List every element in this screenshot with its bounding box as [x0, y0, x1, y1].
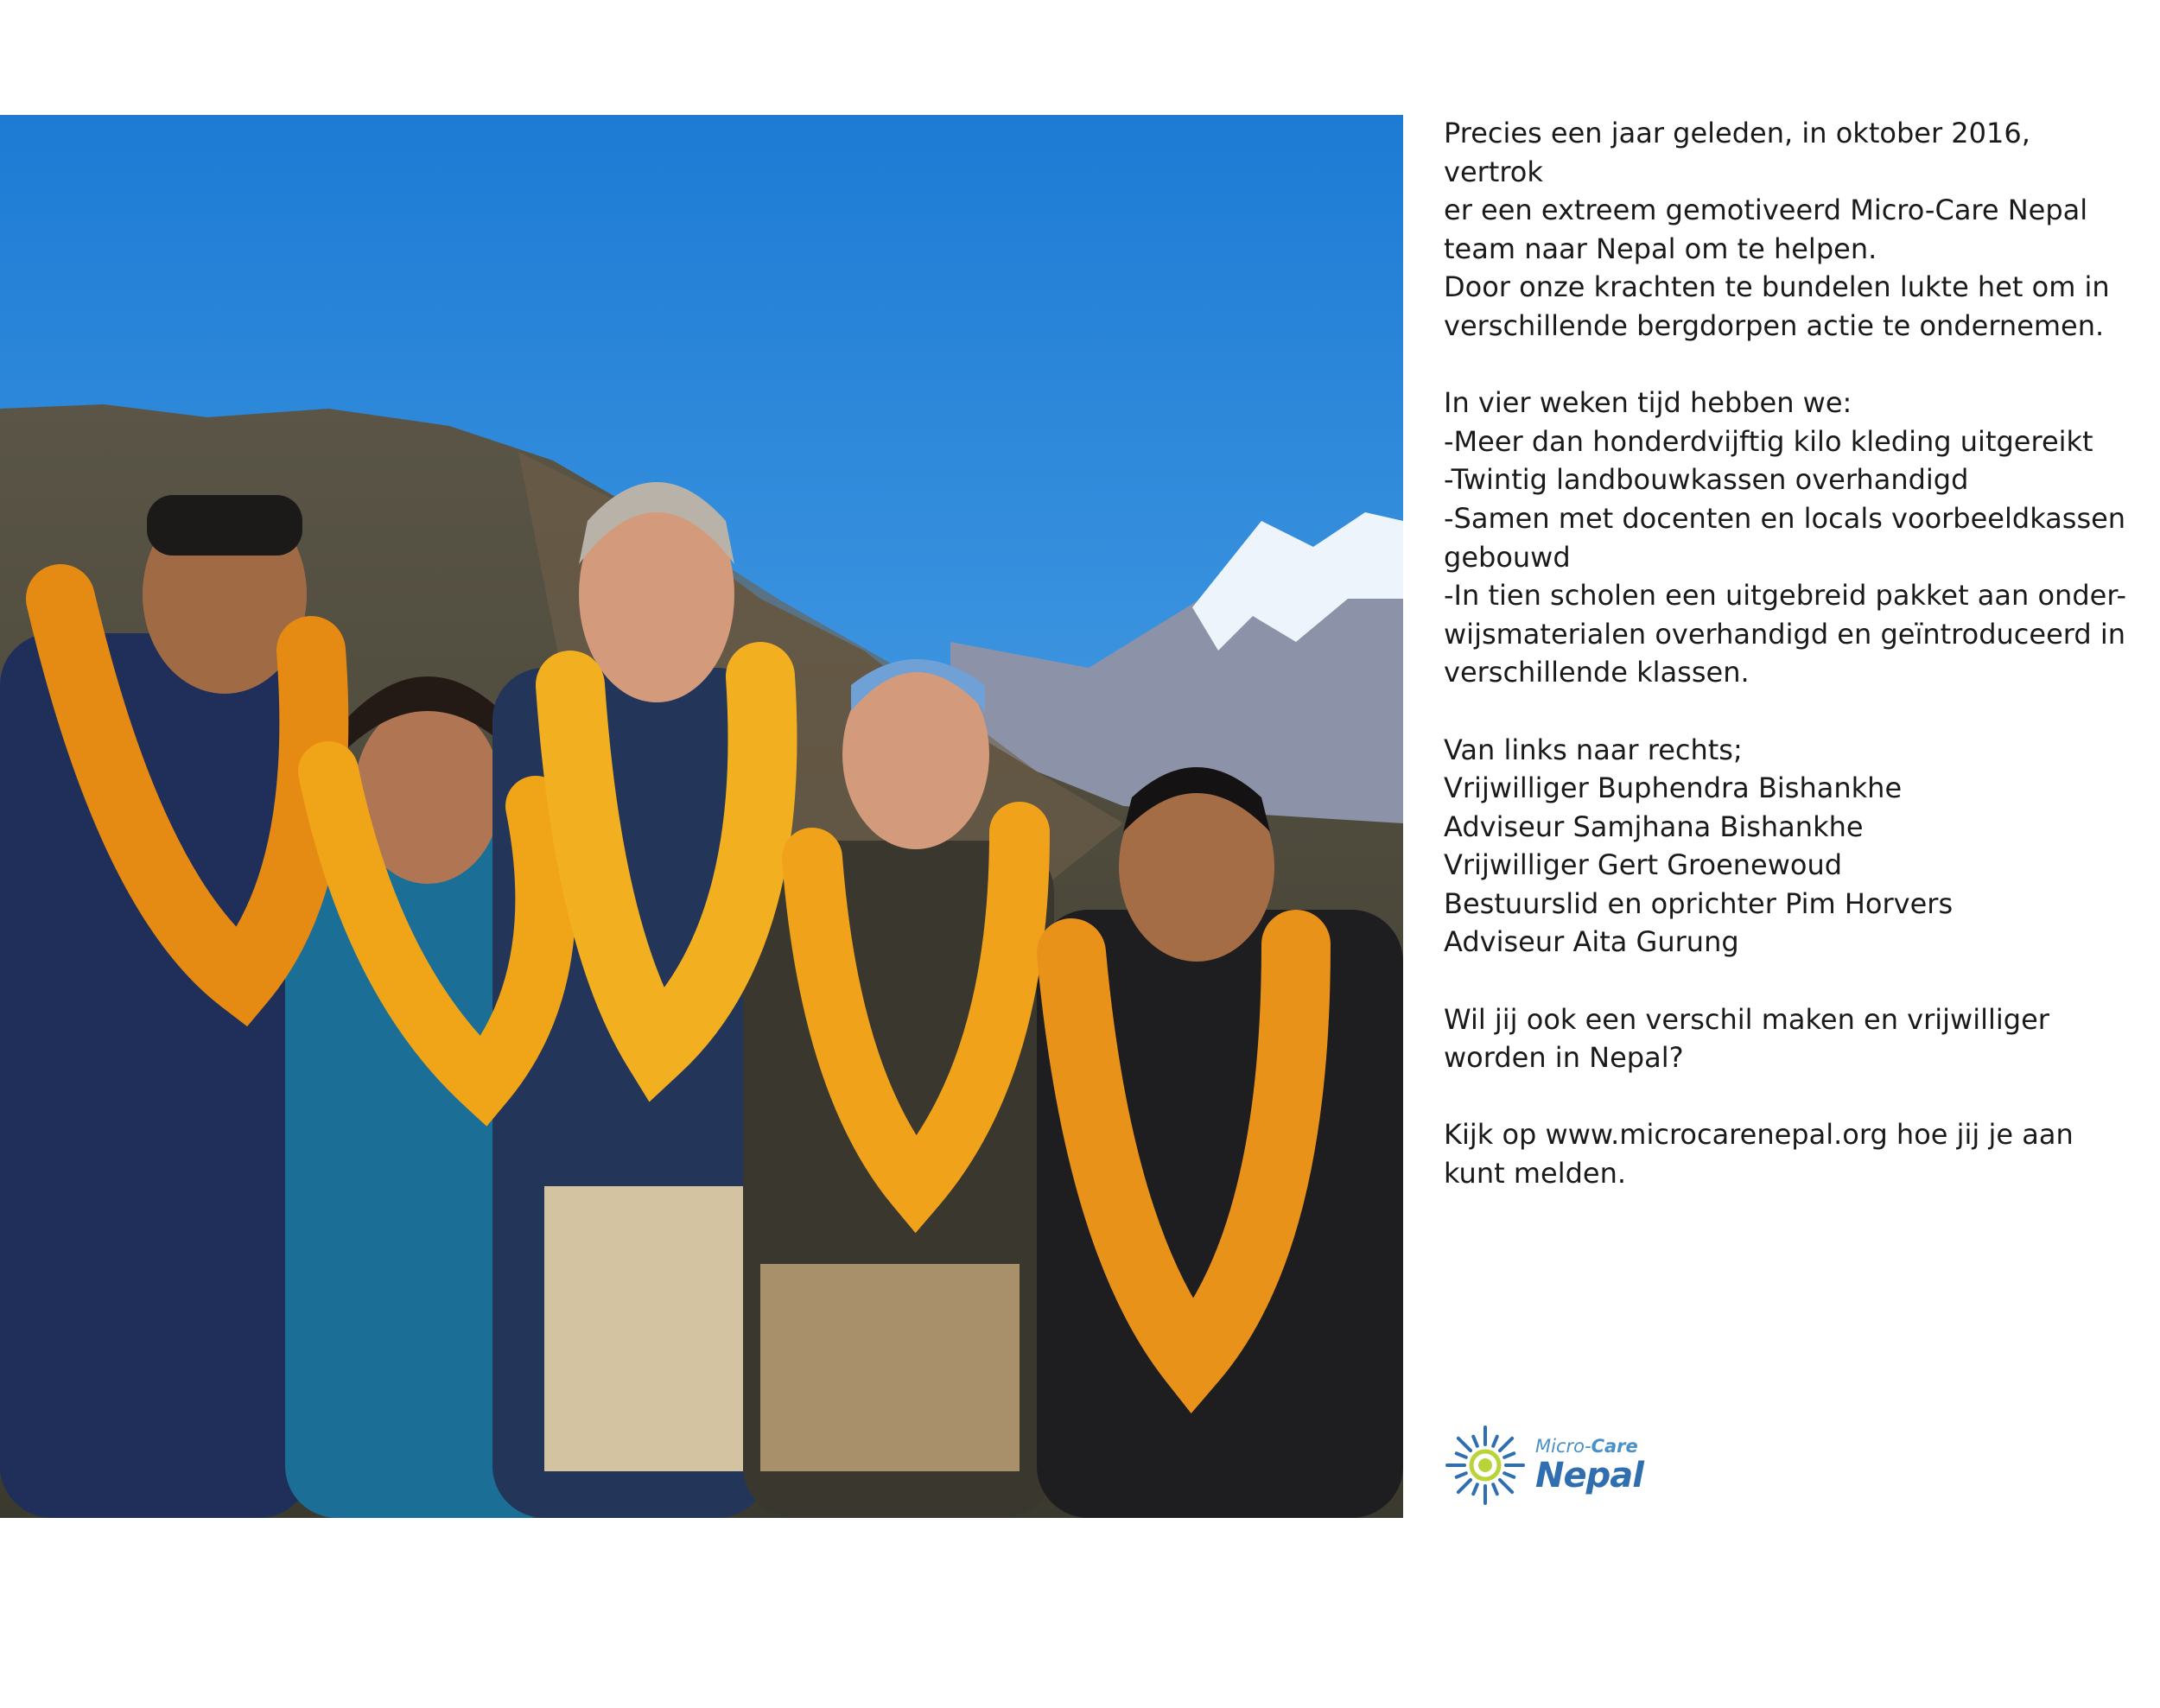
achievement-line: -Samen met docenten en locals voorbeeldkassen [1444, 501, 2126, 535]
logo-nepal: Nepal [1535, 1456, 1643, 1495]
person-line: Vrijwilliger Buphendra Bishankhe [1444, 771, 1903, 805]
logo-ray [1457, 1473, 1466, 1477]
spacer [1444, 346, 2135, 384]
logo-ray [1493, 1484, 1497, 1494]
person-line: Bestuurslid en oprichter Pim Horvers [1444, 886, 1954, 920]
micro-care-nepal-logo [1444, 1424, 1668, 1510]
logo-ray [1458, 1480, 1471, 1492]
spacer [1444, 692, 2135, 731]
weeks-heading: In vier weken tijd hebben we: [1444, 386, 1852, 420]
intro-line: verschillende bergdorpen actie te ondernemen. [1444, 308, 2105, 342]
logo-care: Care [1591, 1436, 1638, 1457]
spacer [1444, 1077, 2135, 1116]
logo-ray [1473, 1484, 1477, 1494]
achievement-line: -Meer dan honderdvijftig kilo kleding uitgereikt [1444, 424, 2093, 458]
logo-ray [1500, 1480, 1512, 1492]
sun-icon [1444, 1424, 1527, 1507]
cta-line: Kijk op www.microcarenepal.org hoe jij je aan [1444, 1118, 2074, 1152]
achievement-line: -Twintig landbouwkassen overhandigd [1444, 463, 1969, 497]
logo-ray [1473, 1437, 1477, 1446]
intro-line: Door onze krachten te bundelen lukte het om in [1444, 270, 2110, 304]
person-line: Vrijwilliger Gert Groenewoud [1444, 848, 1843, 882]
logo-ray [1458, 1438, 1471, 1451]
people-heading: Van links naar rechts; [1444, 733, 1743, 766]
logo-ray [1500, 1438, 1512, 1451]
question-line: Wil jij ook een verschil maken en vrijwilliger [1444, 1002, 2049, 1036]
question-line: worden in Nepal? [1444, 1041, 1684, 1075]
article-text [1444, 114, 2135, 1193]
logo-ray [1457, 1453, 1466, 1457]
logo-ray [1493, 1437, 1497, 1446]
intro-line: er een extreem gemotiveerd Micro-Care Nepal [1444, 194, 2088, 227]
person-line: Adviseur Aita Gurung [1444, 925, 1739, 959]
achievement-line: gebouwd [1444, 540, 1571, 574]
logo-wordmark [1535, 1436, 1643, 1495]
team-photo-illustration [0, 115, 1403, 1518]
achievement-line: wijsmaterialen overhandigd en geïntroduceerd in [1444, 617, 2125, 651]
logo-ray [1504, 1473, 1514, 1477]
intro-line: team naar Nepal om te helpen. [1444, 232, 1877, 265]
logo-micro: Micro- [1535, 1436, 1591, 1457]
cta-line: kunt melden. [1444, 1157, 1627, 1191]
achievement-line: verschillende klassen. [1444, 656, 1750, 689]
spacer [1444, 962, 2135, 1000]
intro-line: Precies een jaar geleden, in oktober 2016, vertrok [1444, 117, 2030, 188]
logo-ray [1504, 1453, 1514, 1457]
team-photo [0, 115, 1403, 1518]
person-line: Adviseur Samjhana Bishankhe [1444, 810, 1864, 843]
achievement-line: -In tien scholen een uitgebreid pakket aan onder- [1444, 579, 2126, 613]
